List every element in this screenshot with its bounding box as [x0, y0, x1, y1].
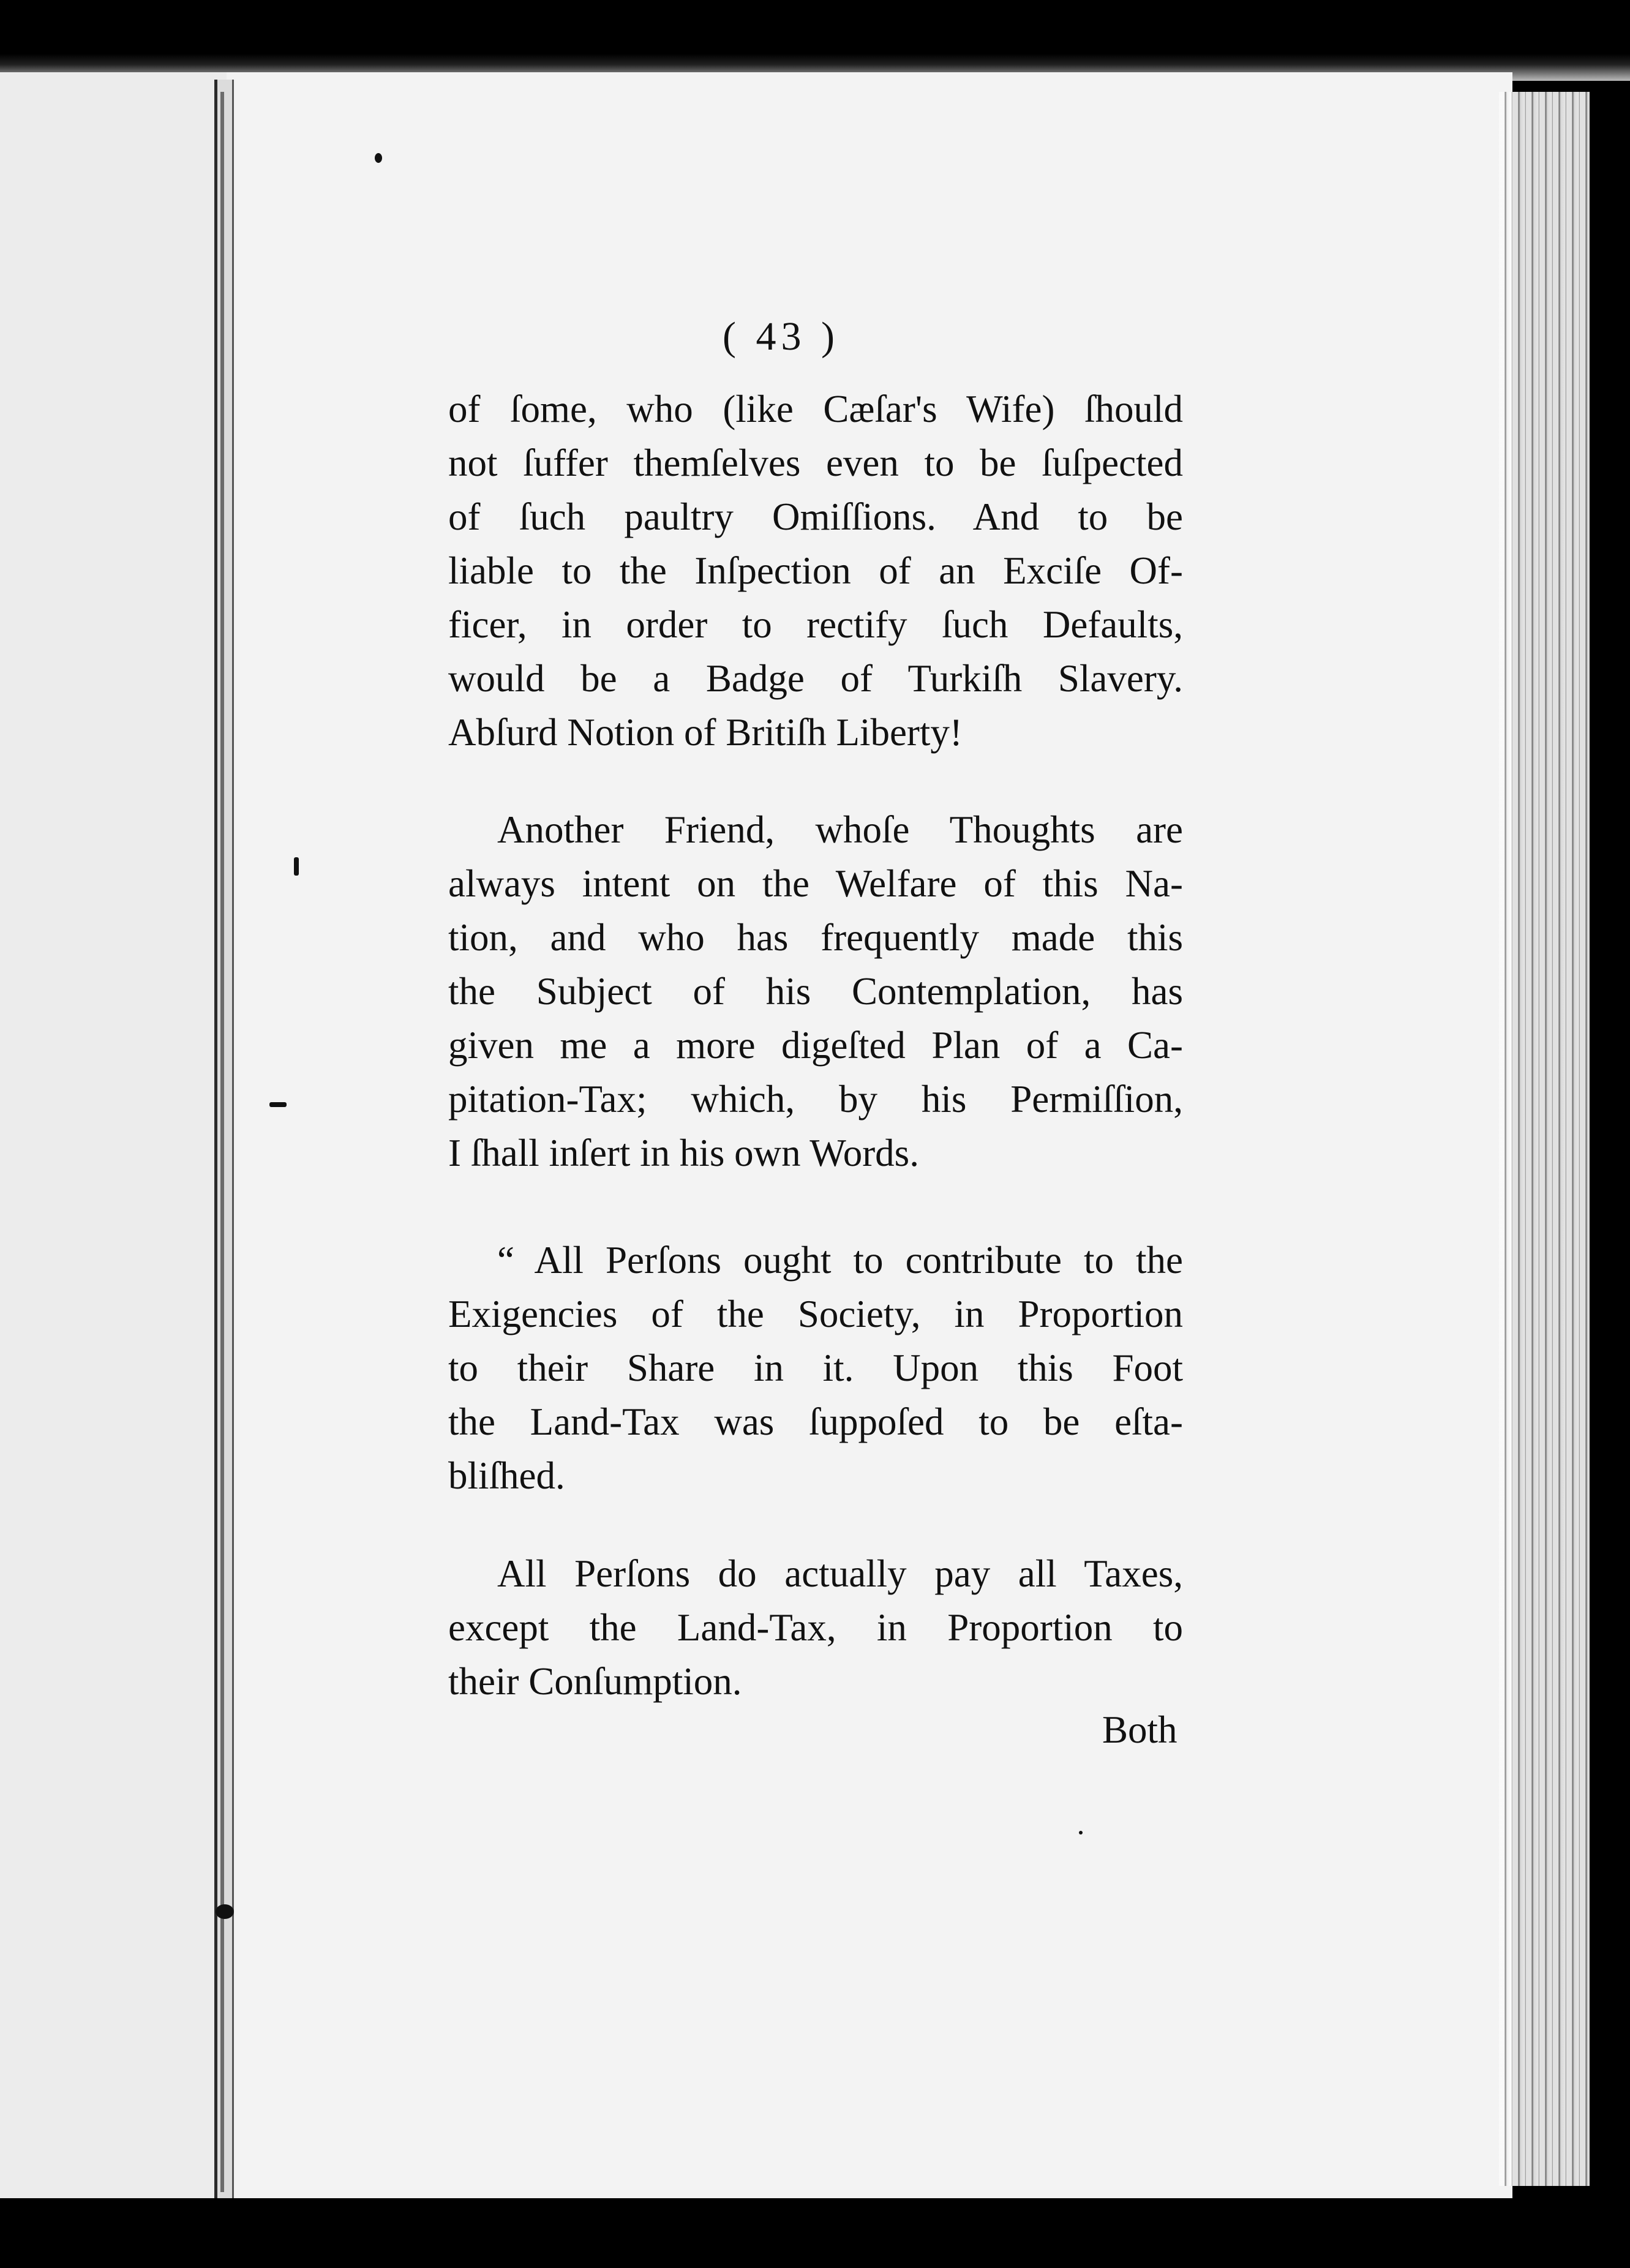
gutter-line — [220, 92, 224, 2192]
ink-speck — [1079, 1831, 1083, 1834]
text-line: tion, and who has frequently made this — [448, 916, 1183, 959]
page-number: ( 43 ) — [723, 314, 839, 359]
text-line: the Subject of his Contemplation, has — [448, 970, 1183, 1013]
text-line: Exigencies of the Society, in Proportion — [448, 1293, 1183, 1335]
text-line: of ſome, who (like Cæſar's Wife) ſhould — [448, 388, 1183, 430]
text-line: ficer, in order to rectify ſuch Defaults, — [448, 603, 1183, 646]
text-line: to their Share in it. Upon this Foot — [448, 1346, 1183, 1389]
page-gutter-fold — [214, 80, 234, 2198]
text-line: I ſhall inſert in his own Words. — [448, 1132, 919, 1174]
ink-speck — [294, 857, 299, 876]
facing-page-edge — [0, 72, 228, 2203]
text-line: liable to the Inſpection of an Exciſe Of- — [448, 549, 1183, 592]
text-line: Another Friend, whoſe Thoughts are — [497, 808, 1183, 851]
text-line: always intent on the Welfare of this Na- — [448, 862, 1183, 905]
ink-speck — [375, 153, 382, 163]
text-line: their Conſumption. — [448, 1660, 742, 1703]
text-line: except the Land-Tax, in Proportion to — [448, 1606, 1183, 1649]
text-line: the Land-Tax was ſuppoſed to be eſta- — [448, 1400, 1183, 1443]
text-line: pitation-Tax; which, by his Permiſſion, — [448, 1078, 1183, 1121]
ink-speck — [269, 1102, 287, 1107]
text-line: All Perſons do actually pay all Taxes, — [497, 1552, 1183, 1595]
text-line: given me a more digeſted Plan of a Ca- — [448, 1024, 1183, 1067]
catchword: Both — [1102, 1708, 1177, 1751]
ink-speck — [216, 1904, 234, 1919]
text-line: not ſuffer themſelves even to be ſuſpected — [448, 441, 1183, 484]
fore-edge-shadow — [1590, 86, 1630, 2198]
text-line: Abſurd Notion of Britiſh Liberty! — [448, 711, 963, 754]
text-line: “ All Perſons ought to contribute to the — [497, 1239, 1183, 1282]
text-line: would be a Badge of Turkiſh Slavery. — [448, 657, 1183, 700]
text-line: of ſuch paultry Omiſſions. And to be — [448, 495, 1183, 538]
text-line: bliſhed. — [448, 1454, 565, 1497]
bottom-shadow — [0, 2198, 1630, 2268]
